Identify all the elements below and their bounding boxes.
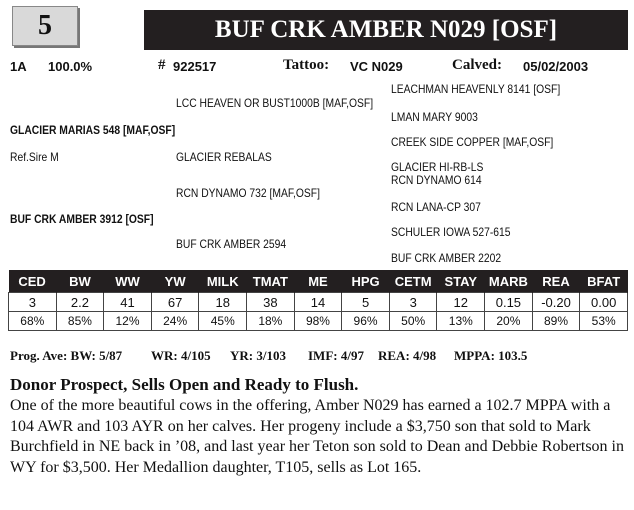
lot-number-box — [12, 6, 78, 46]
epd-value: 14 — [294, 293, 342, 312]
epd-value: 3 — [389, 293, 437, 312]
epd-percentile: 96% — [342, 312, 390, 331]
epd-header: REA — [532, 270, 580, 293]
epd-table — [8, 270, 628, 331]
sire-dam: GLACIER REBALAS — [176, 150, 272, 164]
tattoo-value: VC N029 — [350, 59, 403, 74]
dam-sire: RCN DYNAMO 732 [MAF,OSF] — [176, 186, 320, 200]
epd-value: 2.2 — [56, 293, 104, 312]
epd-header: HPG — [342, 270, 390, 293]
epd-percentile: 13% — [437, 312, 485, 331]
epd-value: 67 — [151, 293, 199, 312]
lot-number: 5 — [38, 10, 52, 41]
progeny-yr: YR: 3/103 — [230, 348, 286, 363]
epd-header: BFAT — [580, 270, 628, 293]
ownership-percent: 100.0% — [48, 59, 93, 74]
epd-header: MARB — [485, 270, 533, 293]
epd-percentile: 85% — [56, 312, 104, 331]
epd-percentile: 45% — [199, 312, 247, 331]
pedigree-ggen-2: LMAN MARY 9003 — [391, 110, 478, 124]
dam-dam: BUF CRK AMBER 2594 — [176, 237, 287, 251]
progeny-rea: REA: 4/98 — [378, 348, 437, 363]
calved-date: 05/02/2003 — [523, 59, 589, 74]
epd-value: 41 — [104, 293, 152, 312]
pedigree-ggen-5: RCN DYNAMO 614 — [391, 173, 482, 187]
tattoo-label: Tattoo: — [283, 57, 330, 73]
progeny-wr: WR: 4/105 — [151, 348, 211, 363]
notes-headline: Donor Prospect, Sells Open and Ready to Flush. — [10, 375, 359, 394]
epd-value: 5 — [342, 293, 390, 312]
sire: GLACIER MARIAS 548 [MAF,OSF] — [10, 123, 176, 137]
epd-header: WW — [104, 270, 152, 293]
animal-name-banner — [144, 10, 628, 50]
epd-percentile: 98% — [294, 312, 342, 331]
epd-value: 12 — [437, 293, 485, 312]
epd-percentile: 53% — [580, 312, 628, 331]
epd-header: BW — [56, 270, 104, 293]
epd-value: 18 — [199, 293, 247, 312]
epd-header: TMAT — [247, 270, 295, 293]
epd-percentile: 89% — [532, 312, 580, 331]
ref-sire: Ref.Sire M — [10, 150, 59, 164]
epd-header: CETM — [389, 270, 437, 293]
notes-body: One of the more beautiful cows in the offering, Amber N029 has earned a 102.7 MPPA with a 104 AWR and 103 AYR on her calves. Her progeny include a $3,750 son that sold to Mark Burchfield in NE back in ’08, and last year her Teton son sold to Dean and Debbie Robertson in WY for $3,500. Her Medallion daughter, T105, sells as Lot 165. — [10, 397, 624, 476]
epd-header: CED — [9, 270, 57, 293]
epd-percentile: 18% — [247, 312, 295, 331]
epd-percentile: 24% — [151, 312, 199, 331]
epd-value: -0.20 — [532, 293, 580, 312]
registration-number: 922517 — [173, 59, 217, 74]
pedigree-ggen-7: SCHULER IOWA 527-615 — [391, 225, 511, 239]
epd-header: YW — [151, 270, 199, 293]
epd-header: STAY — [437, 270, 485, 293]
epd-percentile: 50% — [389, 312, 437, 331]
animal-code: 1A — [10, 59, 27, 74]
pedigree-ggen-3: CREEK SIDE COPPER [MAF,OSF] — [391, 135, 554, 149]
dam: BUF CRK AMBER 3912 [OSF] — [10, 212, 154, 226]
pedigree-ggen-8: BUF CRK AMBER 2202 — [391, 251, 502, 265]
epd-percentile: 68% — [9, 312, 57, 331]
epd-percentile: 20% — [485, 312, 533, 331]
epd-value: 3 — [9, 293, 57, 312]
epd-value: 0.00 — [580, 293, 628, 312]
epd-header-row — [9, 270, 628, 293]
pedigree-ggen-6: RCN LANA-CP 307 — [391, 200, 481, 214]
progeny-bw: Prog. Ave: BW: 5/87 — [10, 348, 123, 363]
animal-name: BUF CRK AMBER N029 [OSF] — [214, 16, 558, 43]
pedigree-ggen-4: GLACIER HI-RB-LS — [391, 160, 484, 174]
progeny-mppa: MPPA: 103.5 — [454, 348, 528, 363]
sire-sire: LCC HEAVEN OR BUST1000B [MAF,OSF] — [176, 96, 374, 110]
epd-percentile: 12% — [104, 312, 152, 331]
epd-header: ME — [294, 270, 342, 293]
epd-value: 0.15 — [485, 293, 533, 312]
epd-header: MILK — [199, 270, 247, 293]
epd-value-row — [9, 293, 628, 312]
reg-label: # — [158, 57, 166, 73]
calved-label: Calved: — [452, 57, 502, 73]
epd-value: 38 — [247, 293, 295, 312]
epd-percentile-row — [9, 312, 628, 331]
pedigree-ggen-1: LEACHMAN HEAVENLY 8141 [OSF] — [391, 82, 561, 96]
progeny-imf: IMF: 4/97 — [308, 348, 364, 363]
